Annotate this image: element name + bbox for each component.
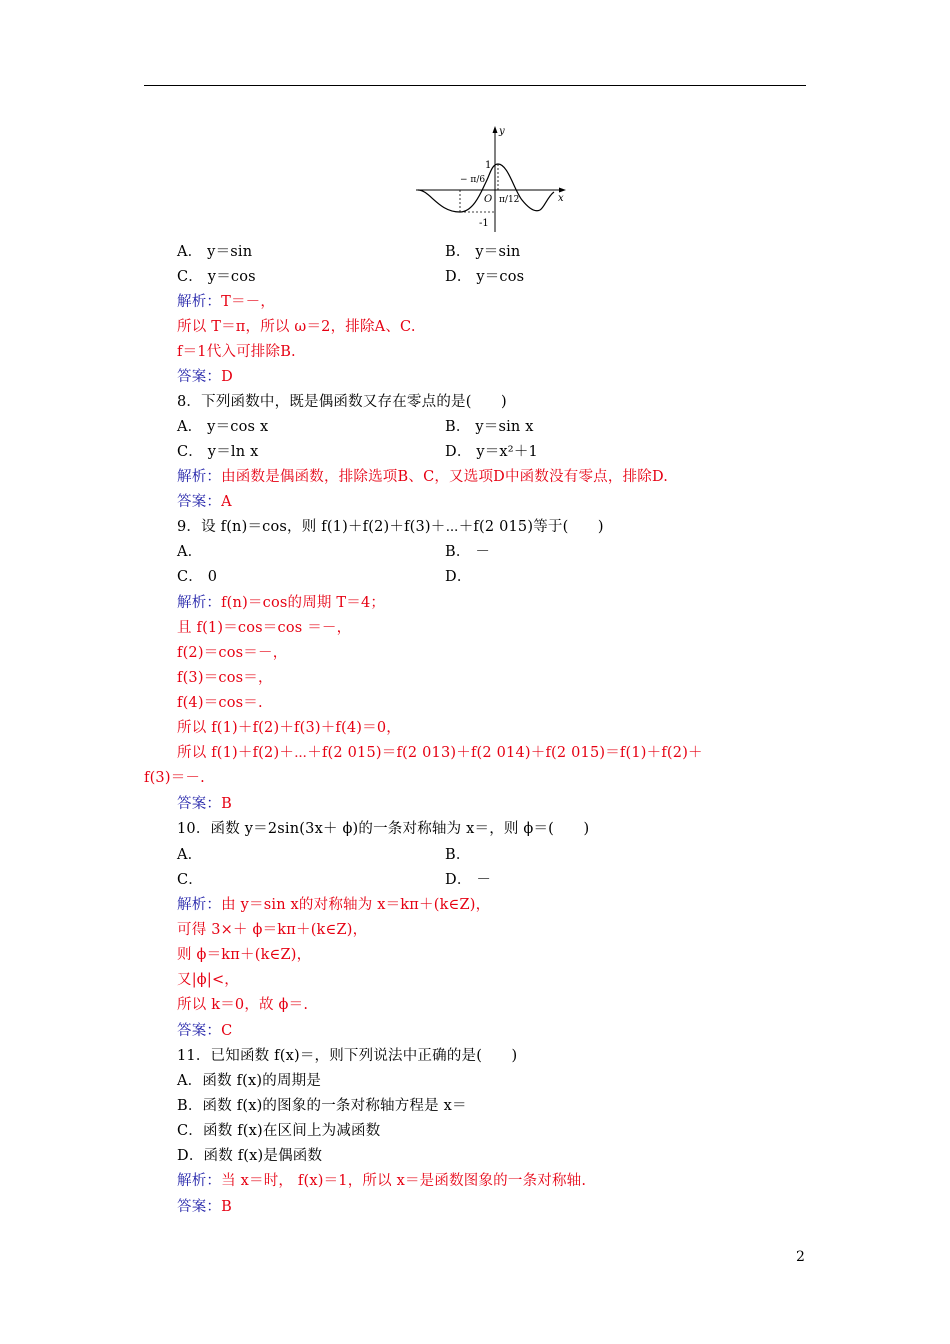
line-q10-stem: 10．函数 y＝2sin(3x＋ ϕ)的一条对称轴为 x＝，则 ϕ＝( ) (177, 821, 590, 837)
sine-graph-figure (412, 122, 572, 234)
line-q9-step6: 所以 f(1)＋f(2)＋f(3)＋f(4)＝0， (177, 720, 401, 736)
line-q10-step2: 可得 3×＋ ϕ＝kπ＋(k∈Z)， (177, 922, 368, 938)
y-axis-label: y (499, 126, 505, 137)
y-axis-arrow (493, 126, 498, 133)
line-q9-step7-cont: f(3)＝－. (144, 770, 205, 786)
line-q9-a: A． (177, 544, 203, 560)
line-q10-step4: 又|ϕ|<， (177, 972, 240, 988)
tick-minus-one-label: -1 (479, 218, 489, 229)
line-q7-b: B． y＝sin (445, 244, 521, 260)
line-q10-answer: 答案：C (177, 1023, 233, 1039)
line-q10-c: C． (177, 872, 203, 888)
line-q10-analysis: 解析：由 y＝sin x的对称轴为 x＝kπ＋(k∈Z)， (177, 897, 491, 913)
line-q8-a: A． y＝cos x (177, 419, 269, 435)
line-q11-answer: 答案：B (177, 1199, 232, 1215)
line-q10-step5: 所以 k＝0，故 ϕ＝. (177, 997, 309, 1013)
line-q11-a: A．函数 f(x)的周期是 (177, 1073, 322, 1089)
line-q10-a: A． (177, 847, 203, 863)
line-q9-d: D． (445, 569, 472, 585)
line-q7-step2: 所以 T＝π，所以 ω＝2，排除A、C. (177, 319, 416, 335)
line-q7-step3: f＝1代入可排除B. (177, 344, 296, 360)
line-q8-answer: 答案：A (177, 494, 232, 510)
neg-pi-6-label: − π/6 (460, 175, 486, 185)
line-q9-b: B． － (445, 544, 491, 560)
line-q8-analysis: 解析：由函数是偶函数，排除选项B、C，又选项D中函数没有零点，排除D. (177, 469, 669, 485)
header-rule (144, 85, 806, 86)
line-q7-answer: 答案：D (177, 369, 233, 385)
page-number: 2 (796, 1249, 805, 1265)
line-q8-stem: 8．下列函数中，既是偶函数又存在零点的是( ) (177, 394, 507, 410)
line-q7-c: C． y＝cos (177, 269, 256, 285)
line-q9-c: C． 0 (177, 569, 218, 585)
line-q8-c: C． y＝ln x (177, 444, 259, 460)
pi-12-label: π/12 (499, 195, 520, 205)
line-q7-analysis: 解析：T＝－， (177, 294, 276, 310)
line-q9-step4: f(3)＝cos＝， (177, 670, 273, 686)
line-q9-step5: f(4)＝cos＝. (177, 695, 263, 711)
line-q11-d: D．函数 f(x)是偶函数 (177, 1148, 323, 1164)
line-q7-a: A． y＝sin (177, 244, 253, 260)
line-q11-stem: 11．已知函数 f(x)＝，则下列说法中正确的是( ) (177, 1048, 518, 1064)
line-q8-d: D． y＝x²＋1 (445, 444, 538, 460)
line-q7-d: D． y＝cos (445, 269, 525, 285)
line-q9-step3: f(2)＝cos＝－， (177, 645, 288, 661)
line-q10-b: B． (445, 847, 471, 863)
line-q9-step2: 且 f(1)＝cos＝cos ＝－， (177, 620, 352, 636)
line-q11-c: C．函数 f(x)在区间上为减函数 (177, 1123, 381, 1139)
line-q9-analysis: 解析：f(n)＝cos的周期 T＝4； (177, 595, 386, 611)
line-q10-d: D． － (445, 872, 492, 888)
line-q9-answer: 答案：B (177, 796, 232, 812)
tick-one-label: 1 (485, 160, 492, 171)
x-axis-arrow (559, 188, 566, 193)
line-q11-analysis: 解析：当 x＝时， f(x)＝1，所以 x＝是函数图象的一条对称轴. (177, 1173, 587, 1189)
x-axis-label: x (558, 193, 564, 204)
origin-label: O (484, 194, 493, 205)
line-q10-step3: 则 ϕ＝kπ＋(k∈Z)， (177, 947, 312, 963)
line-q8-b: B． y＝sin x (445, 419, 534, 435)
line-q9-stem: 9．设 f(n)＝cos，则 f(1)＋f(2)＋f(3)＋⋯＋f(2 015)等于( ) (177, 519, 604, 535)
line-q11-b: B．函数 f(x)的图象的一条对称轴方程是 x＝ (177, 1098, 467, 1114)
line-q9-step7: 所以 f(1)＋f(2)＋⋯＋f(2 015)＝f(2 013)＋f(2 014)＋f(2 015)＝f(1)＋f(2)＋ (177, 745, 703, 761)
